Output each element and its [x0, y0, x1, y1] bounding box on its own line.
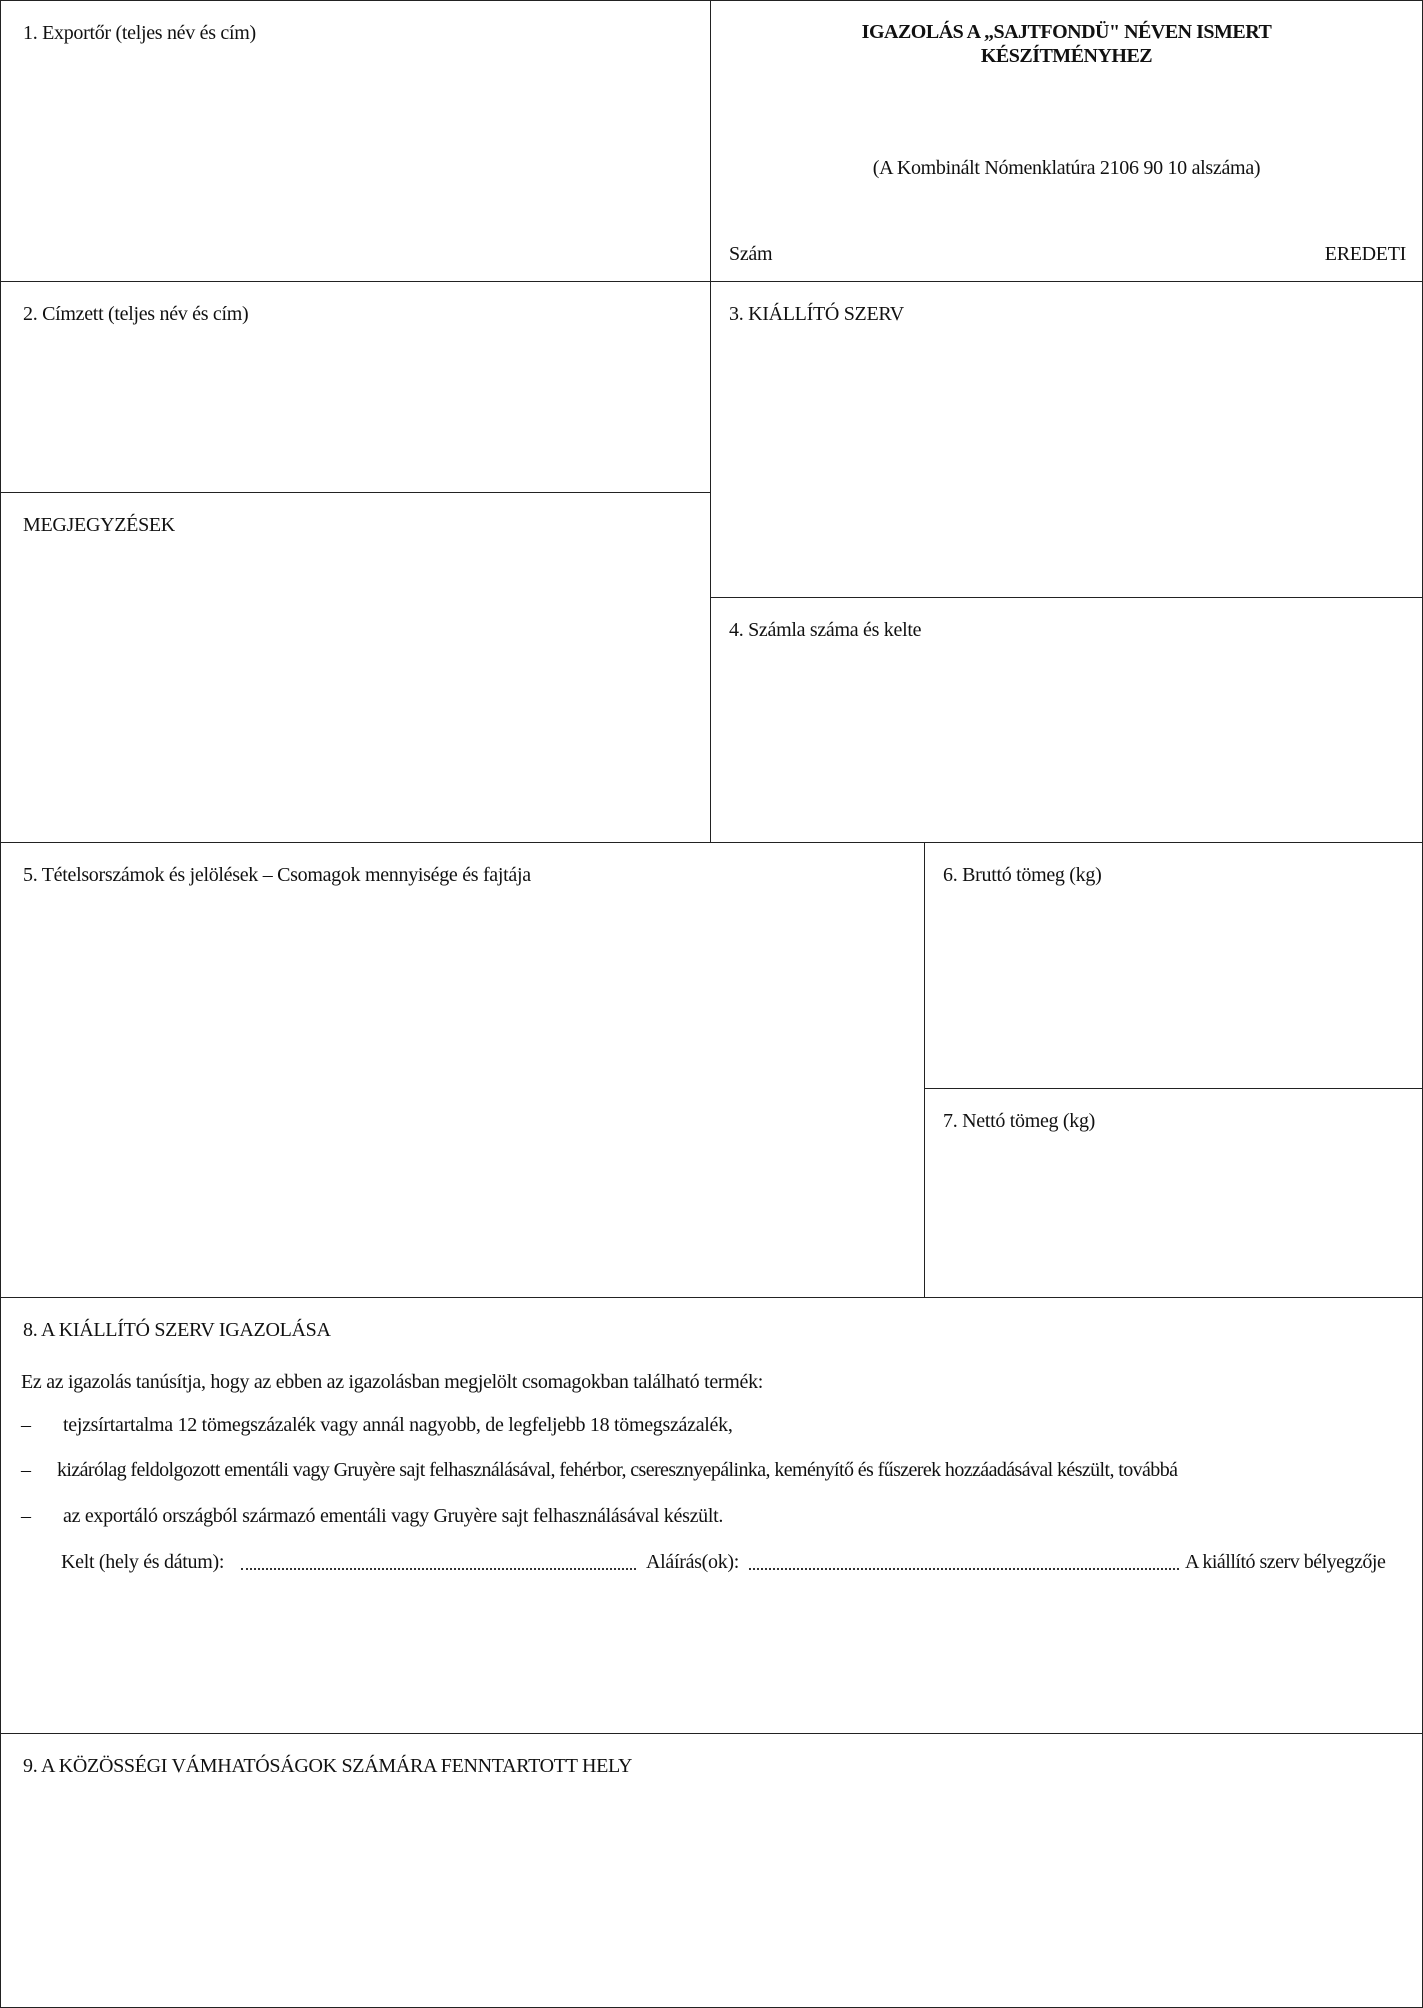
- exporter-label: 1. Exportőr (teljes név és cím): [23, 22, 256, 44]
- marks-box[interactable]: [0, 842, 925, 1298]
- invoice-label: 4. Számla száma és kelte: [729, 619, 922, 641]
- gross-weight-label: 6. Bruttó tömeg (kg): [943, 864, 1102, 886]
- dash-2: –: [21, 1459, 31, 1481]
- consignee-label: 2. Címzett (teljes név és cím): [23, 303, 249, 325]
- original-label: EREDETI: [1324, 243, 1406, 265]
- stamp-label: A kiállító szerv bélyegzője: [1185, 1551, 1386, 1573]
- customs-label: 9. A KÖZÖSSÉGI VÁMHATÓSÁGOK SZÁMÁRA FENNTARTOTT HELY: [23, 1755, 633, 1777]
- exporter-box[interactable]: [0, 0, 711, 282]
- customs-box[interactable]: [0, 1733, 1423, 2008]
- place-date-field[interactable]: [241, 1554, 636, 1570]
- gross-weight-box[interactable]: [924, 842, 1423, 1089]
- remarks-label: MEGJEGYZÉSEK: [23, 514, 175, 536]
- issuing-body-box[interactable]: [710, 281, 1423, 598]
- form-title-line2: KÉSZÍTMÉNYHEZ: [980, 45, 1153, 67]
- dash-1: –: [21, 1414, 31, 1436]
- signature-field[interactable]: [749, 1554, 1179, 1570]
- net-weight-box[interactable]: [924, 1088, 1423, 1298]
- title-box: [710, 0, 1423, 282]
- marks-label: 5. Tételsorszámok és jelölések – Csomagok mennyisége és fajtája: [23, 864, 531, 886]
- issuing-body-label: 3. KIÁLLÍTÓ SZERV: [729, 303, 904, 325]
- signature-label: Aláírás(ok):: [646, 1551, 740, 1573]
- dash-3: –: [21, 1505, 31, 1527]
- consignee-box[interactable]: [0, 281, 711, 493]
- place-date-label: Kelt (hely és dátum):: [61, 1551, 225, 1573]
- certification-item-1: tejzsírtartalma 12 tömegszázalék vagy annál nagyobb, de legfeljebb 18 tömegszázalék,: [63, 1414, 733, 1436]
- certification-item-3: az exportáló országból származó ementáli vagy Gruyère sajt felhasználásával készült.: [63, 1505, 724, 1527]
- remarks-box[interactable]: [0, 492, 711, 843]
- certification-heading: 8. A KIÁLLÍTÓ SZERV IGAZOLÁSA: [23, 1319, 331, 1341]
- number-label: Szám: [729, 243, 773, 265]
- form-title-line1: IGAZOLÁS A „SAJTFONDÜ" NÉVEN ISMERT: [861, 21, 1272, 43]
- net-weight-label: 7. Nettó tömeg (kg): [943, 1110, 1096, 1132]
- form-subtitle: (A Kombinált Nómenklatúra 2106 90 10 alszáma): [872, 157, 1261, 179]
- certification-item-2: kizárólag feldolgozott ementáli vagy Gruyère sajt felhasználásával, fehérbor, cseresznyepálinka, keményítő és fűszerek hozzáadásával készült, továbbá: [57, 1459, 1178, 1481]
- invoice-box[interactable]: [710, 597, 1423, 843]
- certification-box: [0, 1297, 1423, 1734]
- certification-intro: Ez az igazolás tanúsítja, hogy az ebben az igazolásban megjelölt csomagokban található termék:: [21, 1371, 764, 1393]
